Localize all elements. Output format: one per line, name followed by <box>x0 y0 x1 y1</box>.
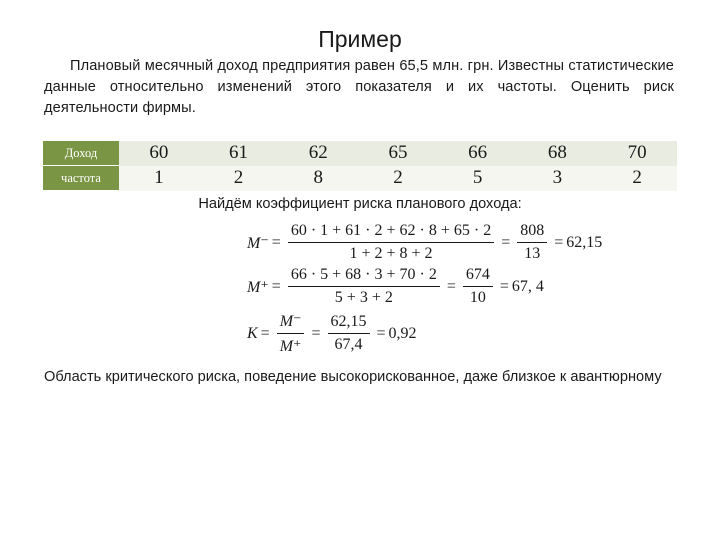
income-cell: 62 <box>278 141 358 166</box>
denominator: 67,4 <box>334 336 363 353</box>
fraction <box>288 222 494 263</box>
frequency-cell: 5 <box>438 166 518 191</box>
row-label-frequency: частота <box>43 166 119 191</box>
frequency-cell: 2 <box>597 166 677 191</box>
formula-lhs: K <box>247 324 258 342</box>
row-label-income: Доход <box>43 141 119 166</box>
income-cell: 66 <box>438 141 518 166</box>
numerator: 674 <box>463 266 493 287</box>
income-cell: 61 <box>199 141 279 166</box>
numerator: 66 · 5 + 68 · 3 + 70 · 2 <box>288 266 440 287</box>
formula-risk-coefficient: K = $\frac{M^-}{M^+}$ = $\frac{62,15}{67,4}$ = 0,92 <box>247 313 417 355</box>
numerator: 62,15 <box>328 313 370 334</box>
numerator: M⁻ <box>277 311 305 334</box>
formula-m-plus: M⁺ = $\frac{66 \cdot 5 + 68 \cdot 3 + 70 \cdot 2}{5 + 3 + 2}$ = $\frac{674}{10}$ = 67, 4 <box>247 266 544 306</box>
frequency-cell: 2 <box>199 166 279 191</box>
frequency-cell: 1 <box>119 166 199 191</box>
income-cell: 68 <box>518 141 598 166</box>
frequency-cell: 8 <box>278 166 358 191</box>
formula-m-minus: M⁻ = $\frac{60 \cdot 1 + 61 \cdot 2 + 62 \cdot 8 + 65 \cdot 2}{1 + 2 + 8 + 2}$ = $\frac{808}{13}$ = 62,15 <box>247 222 603 262</box>
formula-result: 0,92 <box>388 324 417 342</box>
formula-heading: Найдём коэффициент риска планового дохода: <box>198 196 522 212</box>
income-cell: 65 <box>358 141 438 166</box>
denominator: M⁺ <box>279 338 302 355</box>
formula-lhs: M⁻ <box>247 234 269 252</box>
table-row-frequency <box>43 166 677 191</box>
income-frequency-table <box>43 141 677 191</box>
numerator: 808 <box>517 222 547 243</box>
fraction <box>288 266 440 307</box>
denominator: 1 + 2 + 8 + 2 <box>349 245 433 262</box>
frequency-cell: 3 <box>518 166 598 191</box>
conclusion-text: Область критического риска, поведение высокорискованное, даже близкое к авантюрному <box>44 369 662 385</box>
problem-statement <box>44 56 674 119</box>
problem-text: Плановый месячный доход предприятия равен 65,5 млн. грн. Известны статистические данные относительно изменений этого показателя и их частоты. Оценить риск деятельности фирмы. <box>44 58 674 116</box>
denominator: 5 + 3 + 2 <box>334 289 393 306</box>
denominator: 13 <box>524 245 541 262</box>
fraction <box>328 313 370 354</box>
denominator: 10 <box>469 289 486 306</box>
table-row-income <box>43 141 677 166</box>
income-cell: 70 <box>597 141 677 166</box>
formula-result: 62,15 <box>566 233 603 251</box>
slide-title: Пример <box>318 26 402 52</box>
fraction <box>277 311 305 356</box>
formula-result: 67, 4 <box>511 277 544 295</box>
formula-lhs: M⁺ <box>247 278 269 296</box>
fraction <box>517 222 547 263</box>
numerator: 60 · 1 + 61 · 2 + 62 · 8 + 65 · 2 <box>288 222 494 243</box>
fraction <box>463 266 493 307</box>
income-cell: 60 <box>119 141 199 166</box>
frequency-cell: 2 <box>358 166 438 191</box>
